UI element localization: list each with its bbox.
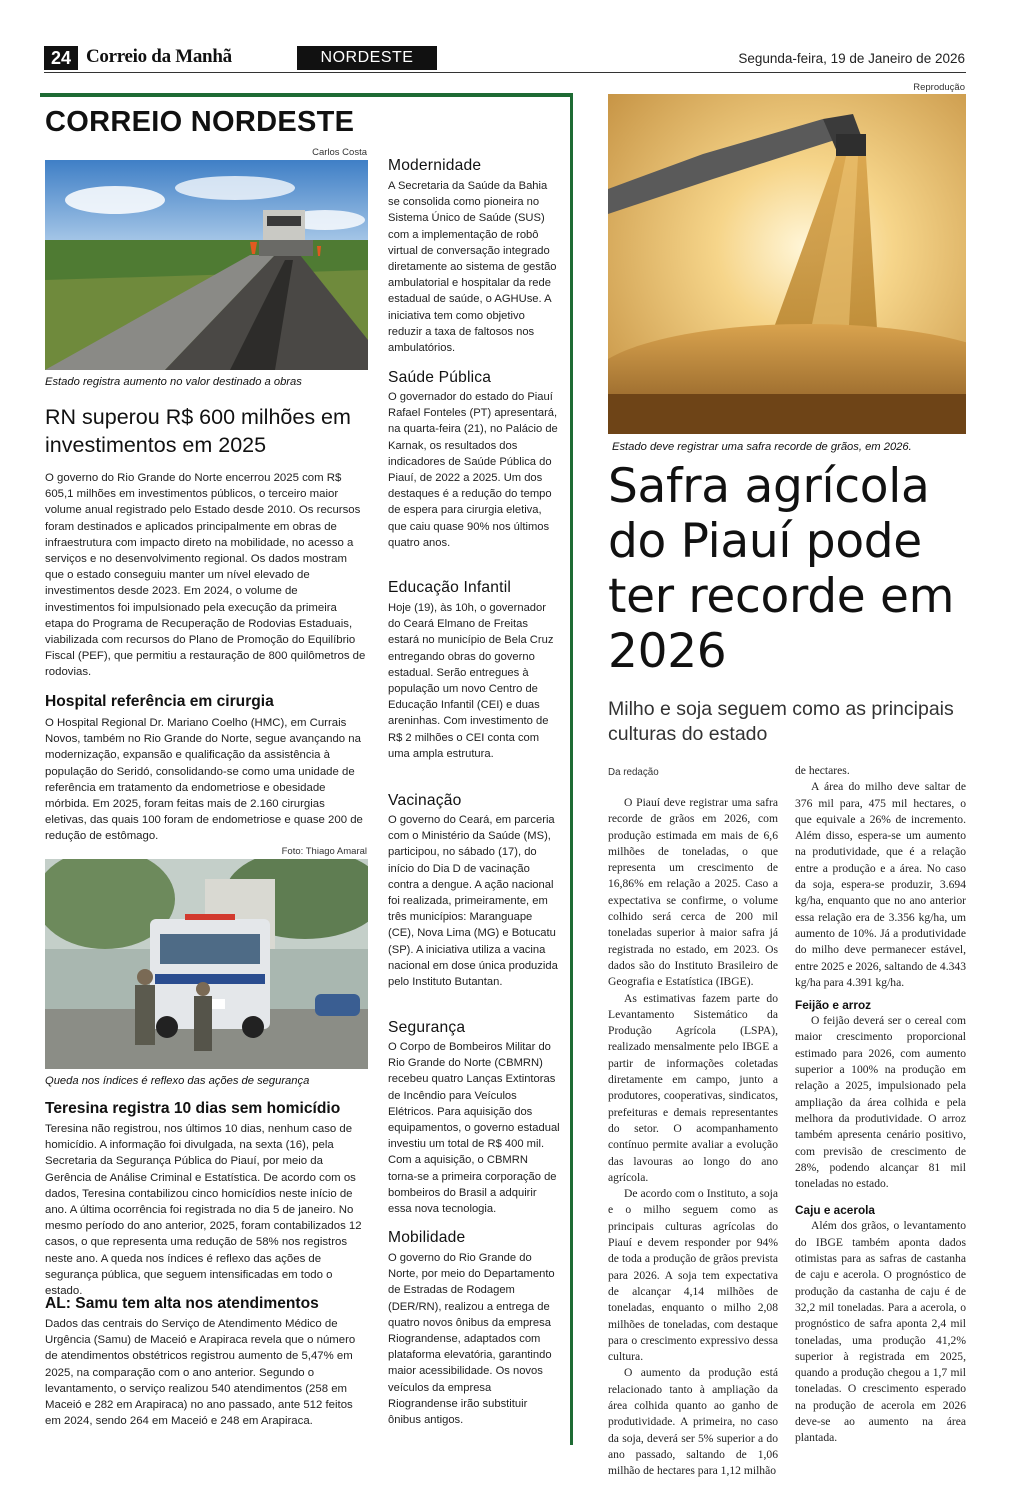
- main-column-2: [795, 763, 966, 1447]
- note-title-saude: Saúde Pública: [388, 369, 492, 386]
- note-body-mobilidade: O governo do Rio Grande do Norte, por meio do Departamento de Estradas de Rodagem (DER/RN), realizou a entrega de quatro novos ônibus da empresa Riograndense, adaptados com plataforma elevatória, garantindo maior acessibilidade. Os novos veículos da empresa Riograndense irão substituir ônibus antigos.: [388, 1252, 555, 1427]
- box-title: CORREIO NORDESTE: [45, 106, 355, 138]
- photo2-caption: Queda nos índices é reflexo das ações de segurança: [45, 1075, 310, 1087]
- photo1-caption: Estado registra aumento no valor destinado a obras: [45, 376, 302, 388]
- main-paragraph: A área do milho deve saltar de 376 mil para, 475 mil hectares, o que equivale a 26% de incremento. Além disso, espera-se um aumento na produtividade, que é a relação entre a produção e a área. No caso da soja, espera-se produzir, 3.694 kg/ha, enquanto que no ano anterior essa relação era de 3.356 kg/ha, um aumento de 10%. Já a produtividade do milho deve permanecer estável, entre 2025 e 2026, saltando de 4.343 kg/ha para 4.391 kg/ha.: [795, 780, 966, 989]
- main-column-1: [608, 795, 778, 1479]
- main-paragraph: O aumento da produção está relacionado tanto à ampliação da área colhida quanto ao ganho de produtividade. A primeira, no caso da soja, deverá ser 5% superior a do ano passado, saltando de 1,06 milhão de hectares para 1,12 milhão: [608, 1366, 778, 1478]
- newspaper-brand: Correio da Manhã: [86, 46, 232, 67]
- police-photo: [45, 859, 368, 1069]
- note-body-vacinacao: O governo do Ceará, em parceria com o Ministério da Saúde (MS), participou, no sábado (17), do início do Dia D de vacinação contra a dengue. A ação nacional foi realizada, primeiramente, em três municípios: Maranguape (CE), Nova Lima (MG) e Botucatu (SP). A iniciativa utiliza a vacina nacional em dose única produzida pelo Instituto Butantan.: [388, 814, 558, 989]
- subheading-feijao-arroz: Feijão e arroz: [795, 998, 872, 1013]
- main-paragraph: O feijão deverá ser o cereal com maior crescimento proporcional estimado para 2026, com aumento superior a 100% na produção em relação a 2025, impulsionado pela ampliação da área colhida e pela melhora da produtividade. O arroz também apresenta cenário positivo, com previsão de crescimento de 28%, podendo alcançar 81 mil toneladas no estado.: [795, 1014, 966, 1191]
- main-paragraph: de hectares.: [795, 764, 850, 777]
- story3-body: Teresina não registrou, nos últimos 10 dias, nenhum caso de homicídio. A informação foi divulgada, na sexta (16), pela Secretaria da Segurança Pública do Piauí, por meio da Gerência de Análise Criminal e Estatística. De acordo com os dados, Teresina contabilizou cinco homicídios neste início de ano. A última ocorrência foi registrada no dia 5 de janeiro. No mesmo período do ano anterior, 2025, foram contabilizados 12 casos, o que representa uma redução de 58% nos registros neste ano. A queda nos índices é reflexo das ações de segurança pública, que seguem intensificadas em todo o estado.: [45, 1123, 362, 1298]
- note-body-educacao: Hoje (19), às 10h, o governador do Ceará Elmano de Freitas estará no município de Bela Cruz entregando obras do governo estadual. Serão entregues à população um novo Centro de Educação Infantil (CEI) e duas areninhas. Com investimento de R$ 2 milhões o CEI conta com uma ampla estrutura.: [388, 602, 554, 760]
- story2-headline: Hospital referência em cirurgia: [45, 693, 274, 710]
- note-title-mobilidade: Mobilidade: [388, 1229, 466, 1246]
- main-photo-credit: Reprodução: [913, 82, 965, 93]
- main-subhead: Milho e soja seguem como as principais culturas do estado: [608, 698, 954, 745]
- story1-headline: RN superou R$ 600 milhões em investimentos em 2025: [45, 405, 351, 457]
- box-right-rule: [570, 93, 573, 1445]
- note-title-modernidade: Modernidade: [388, 157, 482, 174]
- note-body-modernidade: A Secretaria da Saúde da Bahia se consolida como pioneira no Sistema Único de Saúde (SUS) com a implementação de robô virtual de conversação integrado diretamente ao sistema de gestão ambulatorial e hospitalar da rede estadual de saúde, o AGHUse. A iniciativa tem como objetivo reduzir a taxa de faltosos nos ambulatórios.: [388, 180, 557, 355]
- story4-body: Dados das centrais do Serviço de Atendimento Médico de Urgência (Samu) de Maceió e Arapiraca revela que o número de atendimentos obstétricos registrou aumento de 5,47% em 2025, na comparação com o ano anterior. Segundo o levantamento, o serviço realizou 540 atendimentos (258 em Maceió e 282 em Arapiraca) no ano passado, ante 512 feitos em 2024, sendo 264 em Maceió e 248 em Arapiraca.: [45, 1318, 356, 1428]
- main-paragraph: Além dos grãos, o levantamento do IBGE também aponta dados otimistas para as safras de castanha de caju e acerola. O prognóstico de produção da castanha de caju é de 32,2 mil toneladas. Para a acerola, o prognóstico de safra aponta 2,4 mil toneladas, uma produção 41,2% superior à registrada em 2025, quando a produção chegou a 1,7 mil toneladas. O crescimento esperado na produção de acerola em 2026 deve-se ao aumento na área plantada.: [795, 1219, 966, 1445]
- note-title-seguranca: Segurança: [388, 1019, 466, 1036]
- main-paragraph: De acordo com o Instituto, a soja e o milho seguem como as principais culturas agrícolas do Piauí e devem responder por 94% de toda a produção de grãos prevista para 2026. A soja tem expectativa de alcançar 4,14 milhões de toneladas, enquanto o milho 2,08 milhões de toneladas, com destaque para o crescimento expressivo dessa cultura.: [608, 1187, 778, 1364]
- main-paragraph: As estimativas fazem parte do Levantamento Sistemático da Produção Agrícola (LSPA), realizado mensalmente pelo IBGE a partir de informações coletadas diretamente em campo, junto a produtores, cooperativas, sindicatos, prefeituras e demais representantes do setor. O acompanhamento contínuo permite avaliar a evolução das lavouras ao longo do ano agrícola.: [608, 991, 778, 1184]
- main-headline: Safra agrícola do Piauí pode ter recorde em 2026: [608, 459, 955, 679]
- page-number: 24: [44, 46, 78, 70]
- photo2-credit: Foto: Thiago Amaral: [281, 846, 367, 857]
- main-byline: Da redação: [608, 767, 659, 778]
- story4-headline: AL: Samu tem alta nos atendimentos: [45, 1295, 319, 1312]
- main-photo-caption: Estado deve registrar uma safra recorde de grãos, em 2026.: [612, 441, 912, 453]
- story2-body: O Hospital Regional Dr. Mariano Coelho (HMC), em Currais Novos, também no Rio Grande do Norte, segue avançando na modernização, expansão e qualificação da assistência à população do Seridó, consolidando-se como uma unidade de referência em tratamento da endometriose e obesidade mórbida. Em 2025, foram feitas mais de 2.160 cirurgias eletivas, das quais 100 foram de endometriose e quase 200 de redução de estômago.: [45, 717, 363, 843]
- photo1-credit: Carlos Costa: [312, 147, 367, 158]
- header-rule: [44, 72, 966, 73]
- note-body-seguranca: O Corpo de Bombeiros Militar do Rio Grande do Norte (CBMRN) recebeu quatro Lanças Extintoras de Incêndio para Veículos Elétricos. Para aquisição dos equipamentos, o governo estadual investiu um total de R$ 400 mil. Com a aquisição, o CBMRN torna-se a primeira corporação de bombeiros do Brasil a adquirir essa nova tecnologia.: [388, 1041, 560, 1216]
- harvest-photo: [608, 94, 966, 434]
- story1-body: O governo do Rio Grande do Norte encerrou 2025 com R$ 605,1 milhões em investimentos públicos, o terceiro maior volume anual registrado pelo Estado desde 2010. Os recursos foram destinados e aplicados principalmente em obras de infraestrutura com impacto direto na mobilidade, no acesso a serviços e no desenvolvimento regional. Os dados mostram que o estado conseguiu manter um nível elevado de investimentos desde 2023. Em 2024, o volume de investimentos foi impulsionado pela execução da primeira etapa do Programa de Recuperação de Rodovias Estaduais, viabilizada com recursos do Plano de Promoção do Equilíbrio Fiscal (PEF), que permitiu a restauração de 800 quilômetros de rodovias.: [45, 472, 366, 679]
- section-label: NORDESTE: [297, 46, 437, 70]
- note-title-educacao: Educação Infantil: [388, 579, 512, 596]
- note-title-vacinacao: Vacinação: [388, 792, 462, 809]
- issue-date: Segunda-feira, 19 de Janeiro de 2026: [738, 51, 965, 66]
- subheading-caju-acerola: Caju e acerola: [795, 1203, 875, 1218]
- road-works-photo: [45, 160, 368, 370]
- note-body-saude: O governador do estado do Piauí Rafael Fonteles (PT) apresentará, na quarta-feira (21), no Palácio de Karnak, os resultados dos indicadores de Saúde Pública do Piauí, de 2022 a 2025. Um dos destaques é a redução do tempo de espera para cirurgia eletiva, que caiu quase 90% nos últimos quatro anos.: [388, 391, 558, 549]
- box-top-rule: [40, 93, 572, 97]
- main-paragraph: O Piauí deve registrar uma safra recorde de grãos em 2026, com produção estimada em mais de 6,6 milhões de toneladas, o que representa um crescimento de 16,86% em relação a 2025. Caso a expectativa se confirme, o volume colhido será cerca de 200 mil toneladas superior à maior safra já registrada no estado, em 2023. Os dados são do Instituto Brasileiro de Geografia e Estatística (IBGE).: [608, 796, 778, 989]
- story3-headline: Teresina registra 10 dias sem homicídio: [45, 1100, 341, 1117]
